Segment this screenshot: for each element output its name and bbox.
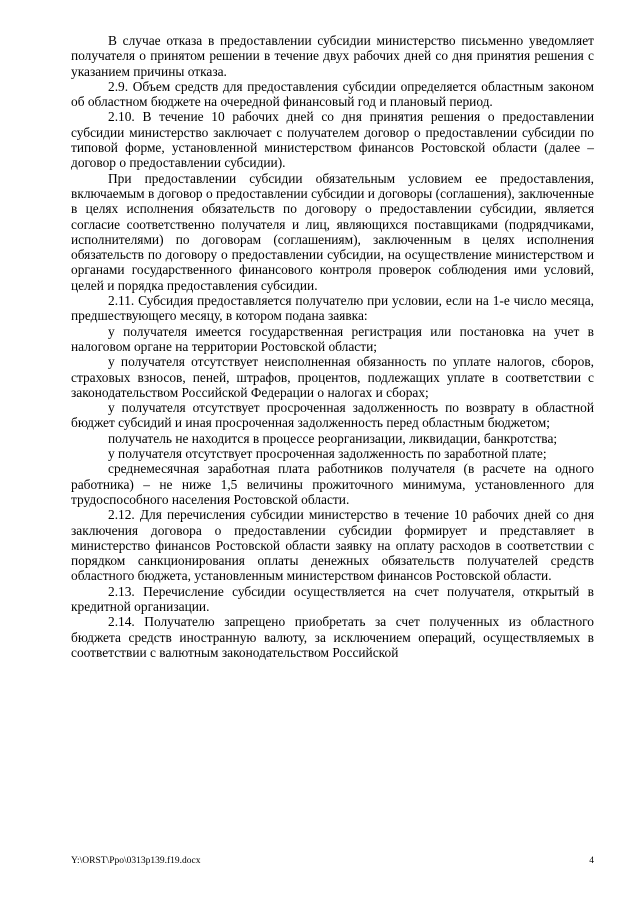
paragraph-mandatory-condition: При предоставлении субсидии обязательным условием ее предоставления, включаемым в договор о предоставлении субсидии и договоры (соглашения), заключенные в целях исполнения обязательств по договору о предоставлении субсидии, является согласие соответственно получателя и лиц, являющихся поставщиками (подрядчиками, исполнителями) по договорам (соглашениям), заключенным в целях исполнения обязательств по договору о предоставлении субсидии, на осуществление министерством и органами государственного финансового контроля проверок соблюдения ими условий, целей и порядка предоставления субсидии. <box>71 170 594 293</box>
condition-no-tax-debt: у получателя отсутствует неисполненная обязанность по уплате налогов, сборов, страховых взносов, пеней, штрафов, процентов, подлежащих уплате в соответствии с законодательством Российской Федерации о налогах и сборах; <box>71 354 594 400</box>
paragraph-2-10: 2.10. В течение 10 рабочих дней со дня принятия решения о предоставлении субсидии министерство заключает с получателем договор о предоставлении субсидии по типовой форме, установленной министерством финансов Ростовской области (далее – договор о предоставлении субсидии). <box>71 109 594 171</box>
condition-average-wage: среднемесячная заработная плата работников получателя (в расчете на одного работника) – не ниже 1,5 величины прожиточного минимума, установленного для трудоспособного населения Ростовской области. <box>71 461 594 507</box>
paragraph-2-12: 2.12. Для перечисления субсидии министерство в течение 10 рабочих дней со дня заключения договора о предоставлении субсидии формирует и представляет в министерство финансов Ростовской области заявку на оплату расходов в соответствии с порядком санкционирования оплаты денежных обязательств получателей средств областного бюджета, установленным министерством финансов Ростовской области. <box>71 507 594 584</box>
condition-registration: у получателя имеется государственная регистрация или постановка на учет в налоговом органе на территории Ростовской области; <box>71 323 594 354</box>
condition-no-wage-debt: у получателя отсутствует просроченная задолженность по заработной плате; <box>108 446 547 462</box>
paragraph-2-11: 2.11. Субсидия предоставляется получателю при условии, если на 1-е число месяца, предшествующего месяцу, в котором подана заявка: <box>71 293 594 324</box>
paragraph-2-14: 2.14. Получателю запрещено приобретать за счет полученных из областного бюджета средств иностранную валюту, за исключением операций, осуществляемых в соответствии с валютным законодательством Российской <box>71 614 594 660</box>
condition-no-budget-debt: у получателя отсутствует просроченная задолженность по возврату в областной бюджет субсидий и иная просроченная задолженность перед областным бюджетом; <box>71 400 594 431</box>
condition-no-bankruptcy: получатель не находится в процессе реорганизации, ликвидации, банкротства; <box>108 430 558 446</box>
paragraph-refusal-notice: В случае отказа в предоставлении субсидии министерство письменно уведомляет получателя о принятом решении в течение двух рабочих дней со дня принятия решения с указанием причины отказа. <box>71 33 594 79</box>
footer-file-path: Y:\ORST\Ppo\0313p139.f19.docx <box>71 856 201 866</box>
paragraph-2-9: 2.9. Объем средств для предоставления субсидии определяется областным законом об областном бюджете на очередной финансовый год и плановый период. <box>71 78 594 110</box>
document-body <box>71 33 594 660</box>
paragraph-2-13: 2.13. Перечисление субсидии осуществляется на счет получателя, открытый в кредитной организации. <box>71 583 594 614</box>
footer-page-number: 4 <box>589 856 594 866</box>
